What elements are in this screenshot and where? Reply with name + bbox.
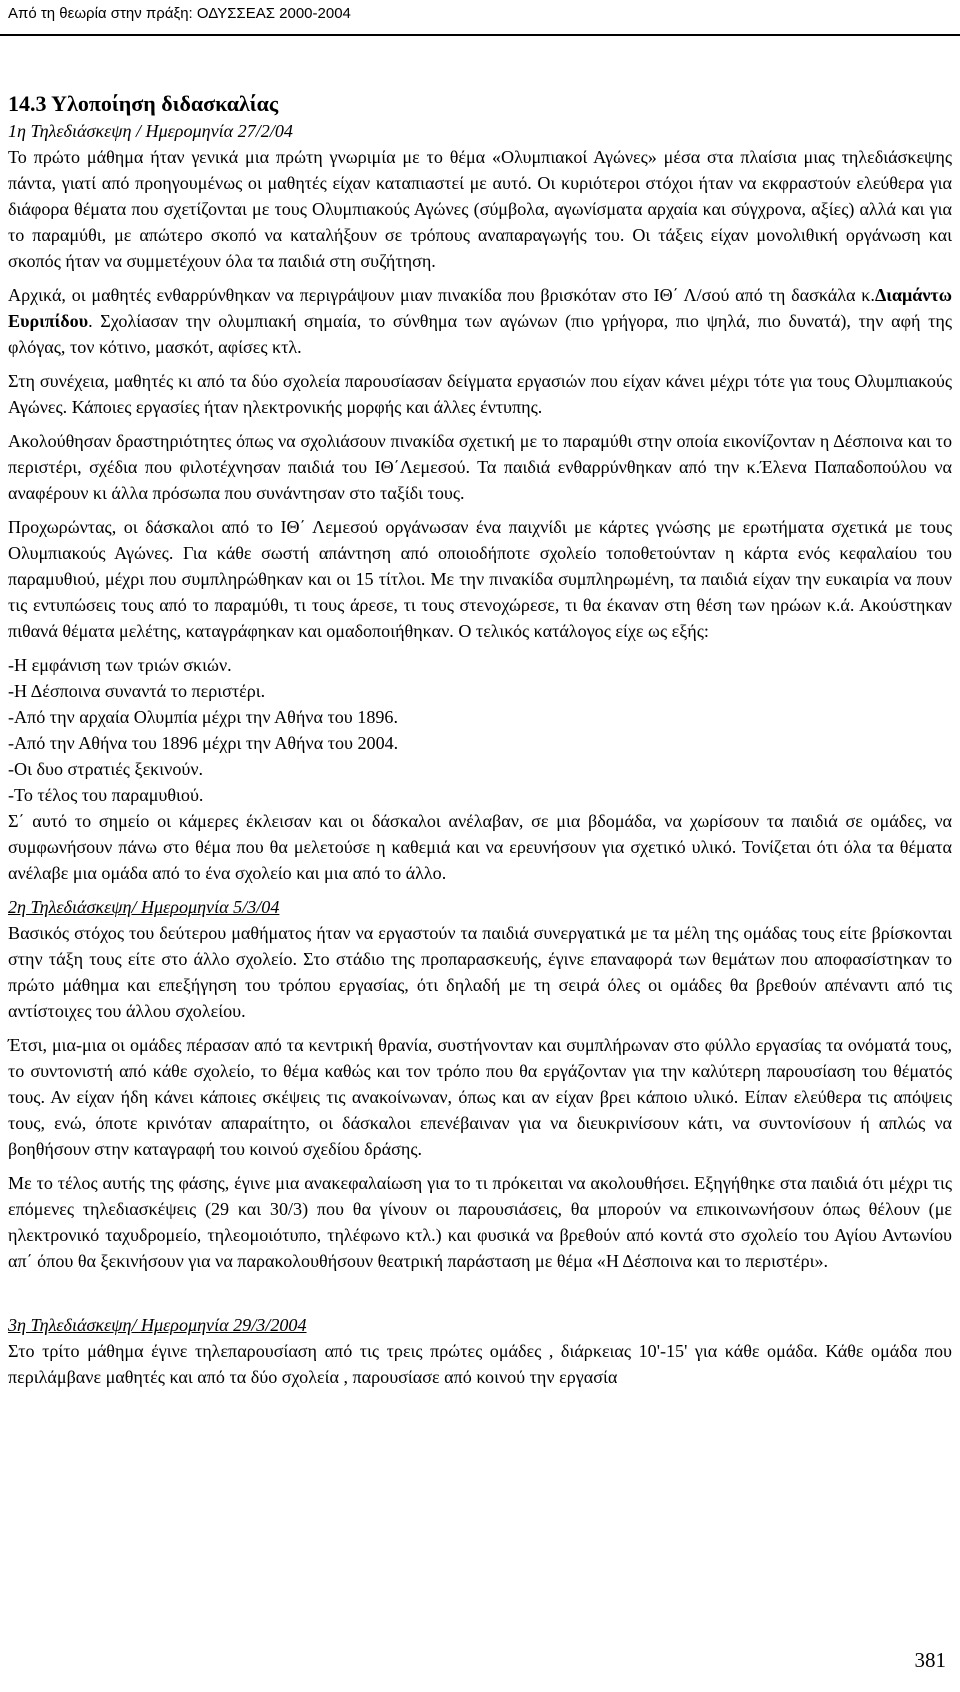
teacher-name: Διαμάντω Ευριπίδου [8, 285, 952, 331]
meeting-1-paragraph-3: Στη συνέχεια, μαθητές κι από τα δύο σχολεία παρουσίασαν δείγματα εργασιών που είχαν κάνει μέχρι τότε για τους Ολυμπιακούς Αγώνες. Κάποιες εργασίες ήταν ηλεκτρονικής μορφής και άλλες έντυπης. [8, 371, 952, 417]
topic-list-item: -Η εμφάνιση των τριών σκιών. [8, 655, 232, 675]
page-number: 381 [914, 1648, 946, 1672]
topic-list-item: -Το τέλος του παραμυθιού. [8, 785, 204, 805]
spacer [8, 1282, 952, 1312]
meeting-2-paragraph-2: Έτσι, μια-μια οι ομάδες πέρασαν από τα κεντρική θρανία, συστήνονταν και συμπλήρωναν στο φύλλο εργασίας τα ονόματά τους, το συντονιστή από κάθε σχολείο, το θέμα καθώς και τον τρόπο που θα εργάζονταν για την καλύτερη παρουσίαση του θέματός τους. Αν είχαν ήδη κάνει κάποιες σκέψεις τις ανακοίνωναν, όπως και αν είχαν βρει κάποιο υλικό. Είπαν ελεύθερα τις απόψεις τους, ενώ, όποτε κρινόταν απαραίτητο, οι δάσκαλοι επενέβαιναν για να διευκρινίσουν κάτι, να συντονίσουν ή απλώς να βοηθήσουν στην καταγραφή του κοινού σχεδίου δράσης. [8, 1035, 952, 1159]
meeting-1-paragraph-4: Ακολούθησαν δραστηριότητες όπως να σχολιάσουν πινακίδα σχετική με το παραμύθι στην οποία εικονίζονταν η Δέσποινα και το περιστέρι, σχέδια που φιλοτέχνησαν παιδιά του ΙΘ΄Λεμεσού. Τα παιδιά ενθαρρύνθηκαν από την κ.Έλενα Παπαδοπούλου να αναφέρουν κι άλλα πρόσωπα που συνάντησαν στο ταξίδι τους. [8, 431, 952, 503]
topic-list [8, 652, 952, 808]
header-title: Από τη θεωρία στην πράξη: ΟΔΥΣΣΕΑΣ 2000-2004 [8, 5, 351, 22]
meeting-2-paragraph-1: Βασικός στόχος του δεύτερου μαθήματος ήταν να εργαστούν τα παιδιά συνεργατικά με τα μέλη της ομάδας τους είτε βρίσκονται στην τάξη τους είτε στο άλλο σχολείο. Στο στάδιο της προπαρασκευής, έγινε επαναφορά των θεμάτων που αποφασίστηκαν το πρώτο μάθημα και επεξήγηση του τρόπου εργασίας, ότι δηλαδή με τη σειρά όλες οι ομάδες θα βρεθούν απέναντι από τις αντίστοιχες του άλλου σχολείου. [8, 923, 952, 1021]
meeting-1-paragraph-2-start: Αρχικά, οι μαθητές ενθαρρύνθηκαν να περιγράψουν μιαν πινακίδα που βρισκόταν στο ΙΘ΄ Λ/σού από τη δασκάλα κ. [8, 285, 875, 305]
meeting-2-title: 2η Τηλεδιάσκεψη/ Ημερομηνία 5/3/04 [8, 897, 280, 917]
meeting-1-paragraph-2-end: . Σχολίασαν την ολυμπιακή σημαία, το σύνθημα των αγώνων (πιο γρήγορα, πιο ψηλά, πιο δυνατά), την αφή της φλόγας, τον κότινο, μασκότ, αφίσες κτλ. [8, 311, 952, 357]
meeting-1-paragraph-1: Το πρώτο μάθημα ήταν γενικά μια πρώτη γνωριμία με το θέμα «Ολυμπιακοί Αγώνες» μέσα στα πλαίσια μιας τηλεδιάσκεψης πάντα, γιατί από προηγουμένως οι μαθητές είχαν καταπιαστεί με αυτό. Οι κυριότεροι στόχοι ήταν να εκφραστούν ελεύθερα για διάφορα θέματα που σχετίζονται με τους Ολυμπιακούς Αγώνες (σύμβολα, αγωνίσματα αρχαία και σύγχρονα, αξίες) αλλά και για το παραμύθι, με απώτερο σκοπό να καταλήξουν σε τρόπους αναπαραγωγής του. Οι τάξεις είχαν μονολιθική οργάνωση και σκοπός ήταν να συμμετέχουν όλα τα παιδιά στη συζήτηση. [8, 147, 952, 271]
meeting-3-paragraph-1: Στο τρίτο μάθημα έγινε τηλεπαρουσίαση από τις τρεις πρώτες ομάδες , διάρκειας 10'-15' για κάθε ομάδα. Κάθε ομάδα που περιλάμβανε μαθητές και από τα δύο σχολεία , παρουσίασε από κοινού την εργασία [8, 1341, 952, 1387]
page-header [0, 0, 960, 36]
meeting-2-paragraph-3: Με το τέλος αυτής της φάσης, έγινε μια ανακεφαλαίωση για το τι πρόκειται να ακολουθήσει. Εξηγήθηκε στα παιδιά ότι μέχρι τις επόμενες τηλεδιασκέψεις (29 και 30/3) που θα γίνουν οι παρουσιάσεις, θα μπορούν να επικοινωνήσουν όπως θέλουν (με ηλεκτρονικό ταχυδρομείο, τηλεομοιότυπο, τηλέφωνο κτλ.) και φυσικά να βρεθούν από κοντά στο σχολείο του Αγίου Αντωνίου απ΄ όπου θα ξεκινήσουν για να παρακολουθήσουν θεατρική παράσταση με θέμα «Η Δέσποινα και το περιστέρι». [8, 1173, 952, 1271]
section-title: 14.3 Υλοποίηση διδασκαλίας [8, 91, 279, 116]
document-body [8, 90, 952, 1390]
meeting-1-paragraph-2 [8, 282, 952, 360]
topic-list-item: -Η Δέσποινα συναντά το περιστέρι. [8, 681, 266, 701]
meeting-1-title: 1η Τηλεδιάσκεψη / Ημερομηνία 27/2/04 [8, 121, 293, 141]
meeting-1-paragraph-5: Προχωρώντας, οι δάσκαλοι από το ΙΘ΄ Λεμεσού οργάνωσαν ένα παιχνίδι με κάρτες γνώσης με ερωτήματα σχετικά με τους Ολυμπιακούς Αγώνες. Για κάθε σωστή απάντηση από οποιοδήποτε σχολείο τοποθετούνταν η κάρτα ενός κεφαλαίου του παραμυθιού, μέχρι που συμπληρώθηκαν και οι 15 τίτλοι. Με την πινακίδα συμπληρωμένη, τα παιδιά είχαν την ευκαιρία να πουν τις εντυπώσεις τους από το παραμύθι, τι τους άρεσε, τι τους στενοχώρεσε, τι θα έκαναν στη θέση των ηρώων κ.ά. Ακούστηκαν πιθανά θέματα μελέτης, καταγράφηκαν και ομαδοποιήθηκαν. Ο τελικός κατάλογος είχε ως εξής: [8, 517, 952, 641]
topic-list-item: -Οι δυο στρατιές ξεκινούν. [8, 759, 204, 779]
topic-list-item: -Από την αρχαία Ολυμπία μέχρι την Αθήνα του 1896. [8, 707, 398, 727]
meeting-3-title: 3η Τηλεδιάσκεψη/ Ημερομηνία 29/3/2004 [8, 1315, 307, 1335]
topic-list-item: -Από την Αθήνα του 1896 μέχρι την Αθήνα του 2004. [8, 733, 399, 753]
meeting-1-paragraph-6: Σ΄ αυτό το σημείο οι κάμερες έκλεισαν και οι δάσκαλοι ανέλαβαν, σε μια βδομάδα, να χωρίσουν τα παιδιά σε ομάδες, να συμφωνήσουν πάνω στο θέμα που θα μελετούσε η καθεμιά και να ερευνήσουν για σχετικό υλικό. Τονίζεται ότι όλα τα θέματα ανέλαβε μια ομάδα από το ένα σχολείο και μια από το άλλο. [8, 811, 952, 883]
